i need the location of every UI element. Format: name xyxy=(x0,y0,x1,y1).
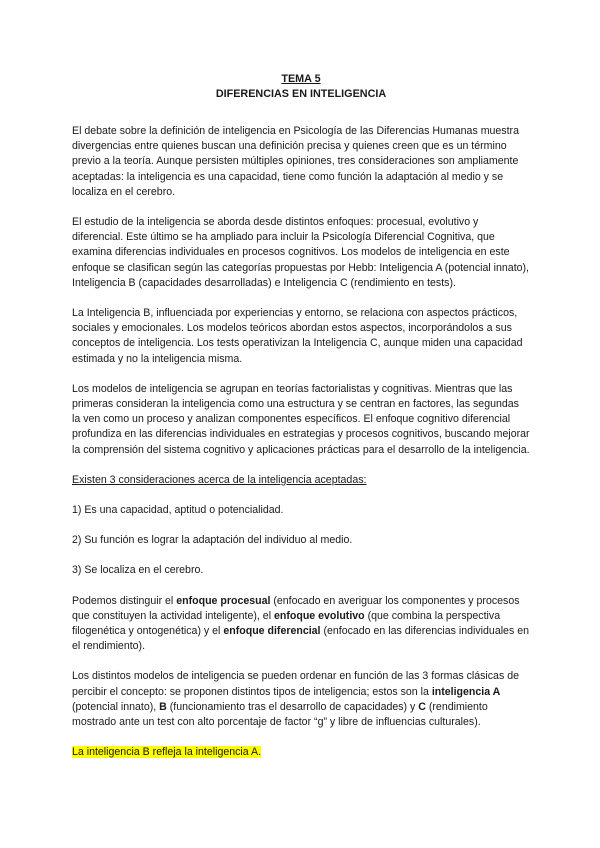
term-evolutivo: enfoque evolutivo xyxy=(274,609,365,622)
term-procesual: enfoque procesual xyxy=(176,594,271,607)
paragraph-models: Los modelos de inteligencia se agrupan en teorías factorialistas y cognitivas. Mientras que las primeras consideran la inteligencia como una estructura y se centran en factores, las segundas la ven como un proceso y analizan componentes específicos. El enfoque cognitivo diferencial profundiza en las diferencias individuales en estrategias y procesos cognitivos, buscando mejorar la comprensión del sistema cognitivo y aplicaciones prácticas para el desarrollo de la inteligencia. xyxy=(72,382,530,456)
highlight-text: La inteligencia B refleja la inteligencia A. xyxy=(72,746,262,759)
title-line-heading: DIFERENCIAS EN INTELIGENCIA xyxy=(215,88,387,100)
term-b: B xyxy=(159,700,167,713)
term-inteligencia-a: inteligencia A xyxy=(431,685,501,698)
consideration-item-2: 2) Su función es lograr la adaptación del individuo al medio. xyxy=(72,534,353,547)
considerations-heading: Existen 3 consideraciones acerca de la inteligencia aceptadas: xyxy=(72,473,367,486)
paragraph-approaches-detail: Podemos distinguir el enfoque procesual (enfocado en averiguar los componentes y procesos que constituyen la actividad inteligente), el enfoque evolutivo (que combina la perspectiva filogenética y ontogenética) y el enfoque diferencial (enfocado en las diferencias individuales en el rendimiento). xyxy=(72,594,529,653)
paragraph-definition: El debate sobre la definición de inteligencia en Psicología de las Diferencias Humanas muestra divergencias entre quienes buscan una definición precisa y quienes creen que es un término previo a la teoría. Aunque persisten múltiples opiniones, tres consideraciones son ampliamente aceptadas: la inteligencia es una capacidad, tiene como función la adaptación al medio y se localiza en el cerebro. xyxy=(72,125,519,198)
consideration-item-3: 3) Se localiza en el cerebro. xyxy=(72,564,204,577)
title-line-topic: TEMA 5 xyxy=(281,73,321,85)
highlighted-statement xyxy=(72,745,530,760)
paragraph-intelligence-b: La Inteligencia B, influenciada por experiencias y entorno, se relaciona con aspectos prácticos, sociales y emocionales. Los modelos teóricos abordan estos aspectos, incorporándolos a sus conceptos de inteligencia. Los tests operativizan la Inteligencia C, aunque miden una capacidad estimada y no la inteligencia misma. xyxy=(72,307,523,365)
term-diferencial: enfoque diferencial xyxy=(223,625,321,638)
consideration-item-1: 1) Es una capacidad, aptitud o potencialidad. xyxy=(72,504,284,517)
term-c: C xyxy=(418,700,426,713)
paragraph-intelligence-types: Los distintos modelos de inteligencia se pueden ordenar en función de las 3 formas clásicas de percibir el concepto: se proponen distintos tipos de inteligencia; estos son la inteligencia A (potencial innato), B (funcionamiento tras el desarrollo de capacidades) y C (rendimiento mostrado ante un test con alto porcentaje de factor “g” y libre de influencias culturales). xyxy=(72,670,519,729)
document-title xyxy=(72,72,530,102)
paragraph-approaches: El estudio de la inteligencia se aborda desde distintos enfoques: procesual, evolutivo y diferencial. Este último se ha ampliado para incluir la Psicología Diferencial Cognitiva, que examina diferencias individuales en procesos cognitivos. Los modelos de inteligencia en este enfoque se clasifican según las categorías propuestas por Hebb: Inteligencia A (potencial innato), Inteligencia B (capacidades desarrolladas) e Inteligencia C (rendimiento en tests). xyxy=(72,216,529,289)
